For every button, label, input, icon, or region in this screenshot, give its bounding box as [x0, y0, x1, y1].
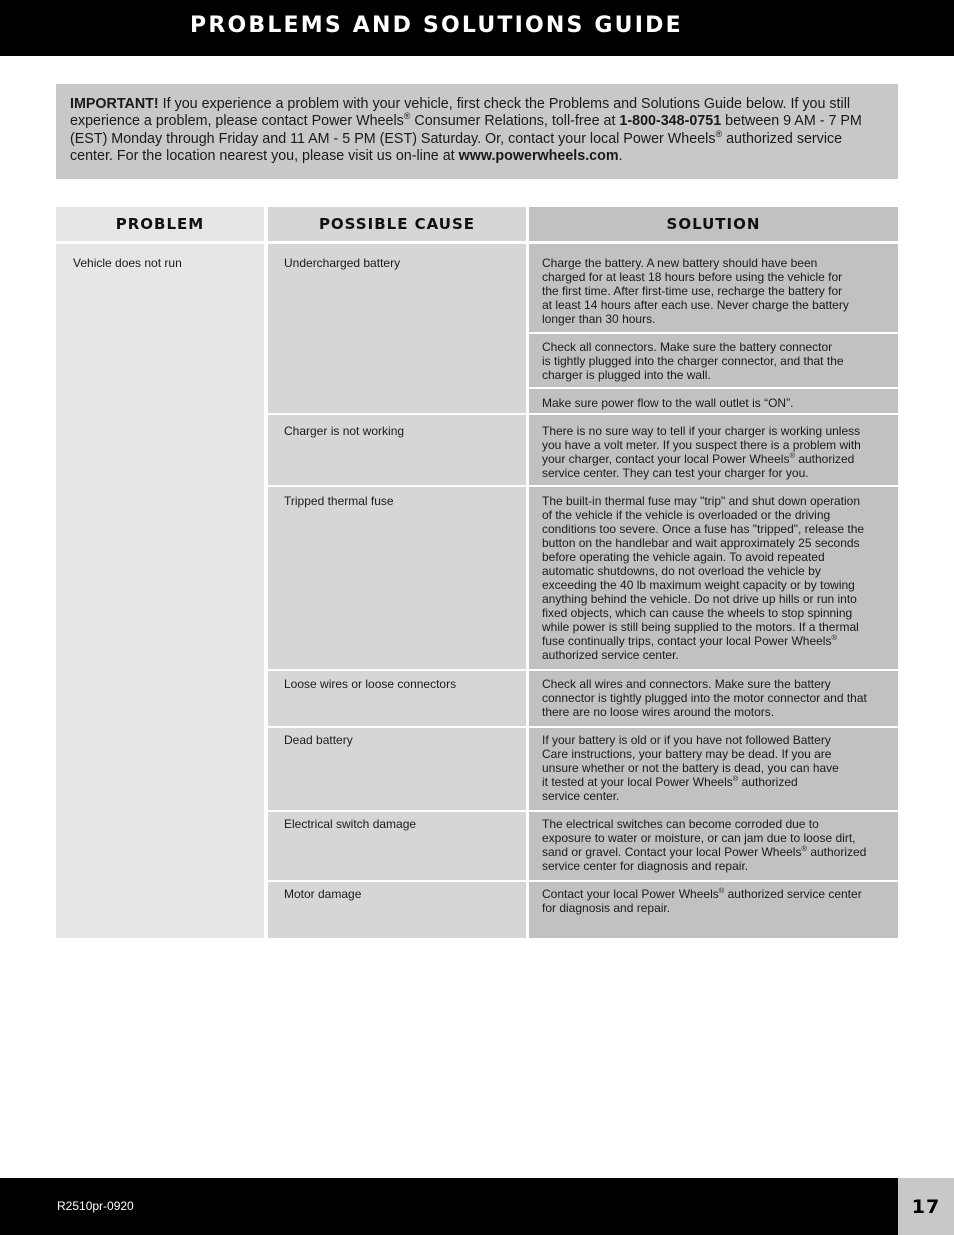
registered-mark: ®: [718, 886, 725, 895]
notice-text-5: .: [618, 147, 623, 164]
header-bar: [0, 0, 954, 56]
row-divider: [529, 726, 898, 728]
row-divider: [529, 413, 898, 415]
row-divider: [529, 387, 898, 389]
row-divider: [268, 485, 526, 487]
cause-tripped-thermal-fuse: Tripped thermal fuse: [284, 494, 394, 508]
row-divider: [529, 810, 898, 812]
header-possible-cause: POSSIBLE CAUSE: [268, 207, 526, 241]
problem-text: Vehicle does not run: [73, 256, 182, 270]
registered-mark: ®: [732, 774, 739, 783]
solution-charge-battery: Charge the battery. A new battery should have been charged for at least 18 hours before using the vehicle for the first time. After first-time use, recharge the battery for at least 14 hours after each use. Never charge the battery longer than 30 hours.: [542, 256, 849, 326]
registered-mark: ®: [403, 111, 411, 122]
row-divider: [529, 880, 898, 882]
solution-text-tail: authorized service center for diagnosis and repair.: [542, 845, 867, 873]
solution-text-tail: authorized service center.: [542, 648, 679, 662]
solution-text: There is no sure way to tell if your charger is working unless you have a volt meter. If you suspect there is a problem with your charger, contact your local Power Wheels: [542, 424, 861, 466]
row-divider: [529, 485, 898, 487]
cause-loose-wires: Loose wires or loose connectors: [284, 677, 457, 691]
registered-mark: ®: [715, 128, 723, 139]
solution-text-tail: authorized service center. They can test your charger for you.: [542, 452, 855, 480]
solution-text: Contact your local Power Wheels: [542, 887, 719, 901]
problem-column: [56, 244, 264, 938]
cause-charger-not-working: Charger is not working: [284, 424, 405, 438]
solution-wall-outlet: Make sure power flow to the wall outlet is “ON”.: [542, 396, 794, 410]
solution-text: If your battery is old or if you have not followed Battery Care instructions, your battery may be dead. If you are unsure whether or not the battery is dead, you can have it tested at your local Power Wheels: [542, 733, 839, 789]
solution-text: The built-in thermal fuse may "trip" and shut down operation of the vehicle if the vehicle is overloaded or the driving conditions too severe. Once a fuse has "tripped", release the button on the handlebar and wait approximately 25 seconds before operating the vehicle again. To avoid repeated automatic shutdowns, do not overload the vehicle by exceeding the 40 lb maximum weight capacity or by towing anything behind the vehicle. Do not drive up hills or run into fixed objects, which can cause the wheels to stop spinning while power is still being supplied to the motors. If a thermal fuse continually trips, contact your local Power Wheels: [542, 494, 865, 648]
phone-number: 1-800-348-0751: [619, 113, 722, 130]
registered-mark: ®: [831, 633, 837, 642]
registered-mark: ®: [789, 451, 795, 460]
solution-charger-test: [542, 424, 887, 480]
notice-text-1: If you experience a problem with your vehicle, first check the Problems and Solutions Guide below. If you still experience a problem, please contact Power Wheels: [70, 96, 851, 130]
cause-motor-damage: Motor damage: [284, 887, 362, 901]
solution-check-connectors: Check all connectors. Make sure the battery connector is tightly plugged into the charger connector, and that the charger is plugged into the wall.: [542, 340, 844, 382]
solution-text-tail: authorized service center for diagnosis and repair.: [542, 887, 862, 915]
header-solution: SOLUTION: [529, 207, 898, 241]
row-divider: [268, 810, 526, 812]
important-label: IMPORTANT!: [70, 96, 159, 112]
notice-text-4: authorized service center. For the location nearest you, please visit us on-line at: [70, 130, 843, 164]
solution-text-tail: authorized service center.: [542, 775, 798, 803]
solution-electrical-switch: [542, 817, 887, 873]
cause-column: [268, 244, 526, 938]
document-code: R2510pr-0920: [57, 1199, 134, 1213]
important-notice: [56, 84, 898, 179]
row-divider: [268, 413, 526, 415]
page-number: 17: [898, 1178, 954, 1235]
header-problem: PROBLEM: [56, 207, 264, 241]
solution-dead-battery: [542, 733, 887, 803]
website-link[interactable]: www.powerwheels.com: [458, 147, 619, 164]
notice-text-2: Consumer Relations, toll-free at: [410, 113, 620, 130]
solution-thermal-fuse: [542, 494, 887, 662]
row-divider: [529, 669, 898, 671]
solution-text: The electrical switches can become corroded due to exposure to water or moisture, or can jam due to loose dirt, sand or gravel. Contact your local Power Wheels: [542, 817, 856, 859]
solution-motor-damage: [542, 887, 887, 915]
page-title: PROBLEMS AND SOLUTIONS GUIDE: [190, 13, 683, 38]
notice-text-3: between 9 AM - 7 PM (EST) Monday through Friday and 11 AM - 5 PM (EST) Saturday. Or, contact your local Power Wheels: [70, 113, 862, 147]
cause-dead-battery: Dead battery: [284, 733, 353, 747]
cause-undercharged-battery: Undercharged battery: [284, 256, 401, 270]
row-divider: [268, 669, 526, 671]
footer-bar: [0, 1178, 898, 1235]
registered-mark: ®: [801, 844, 807, 853]
solution-check-wires: Check all wires and connectors. Make sure the battery connector is tightly plugged into the motor connector and that there are no loose wires around the motors.: [542, 677, 867, 719]
row-divider: [529, 332, 898, 334]
cause-electrical-switch-damage: Electrical switch damage: [284, 817, 417, 831]
row-divider: [268, 880, 526, 882]
row-divider: [268, 726, 526, 728]
